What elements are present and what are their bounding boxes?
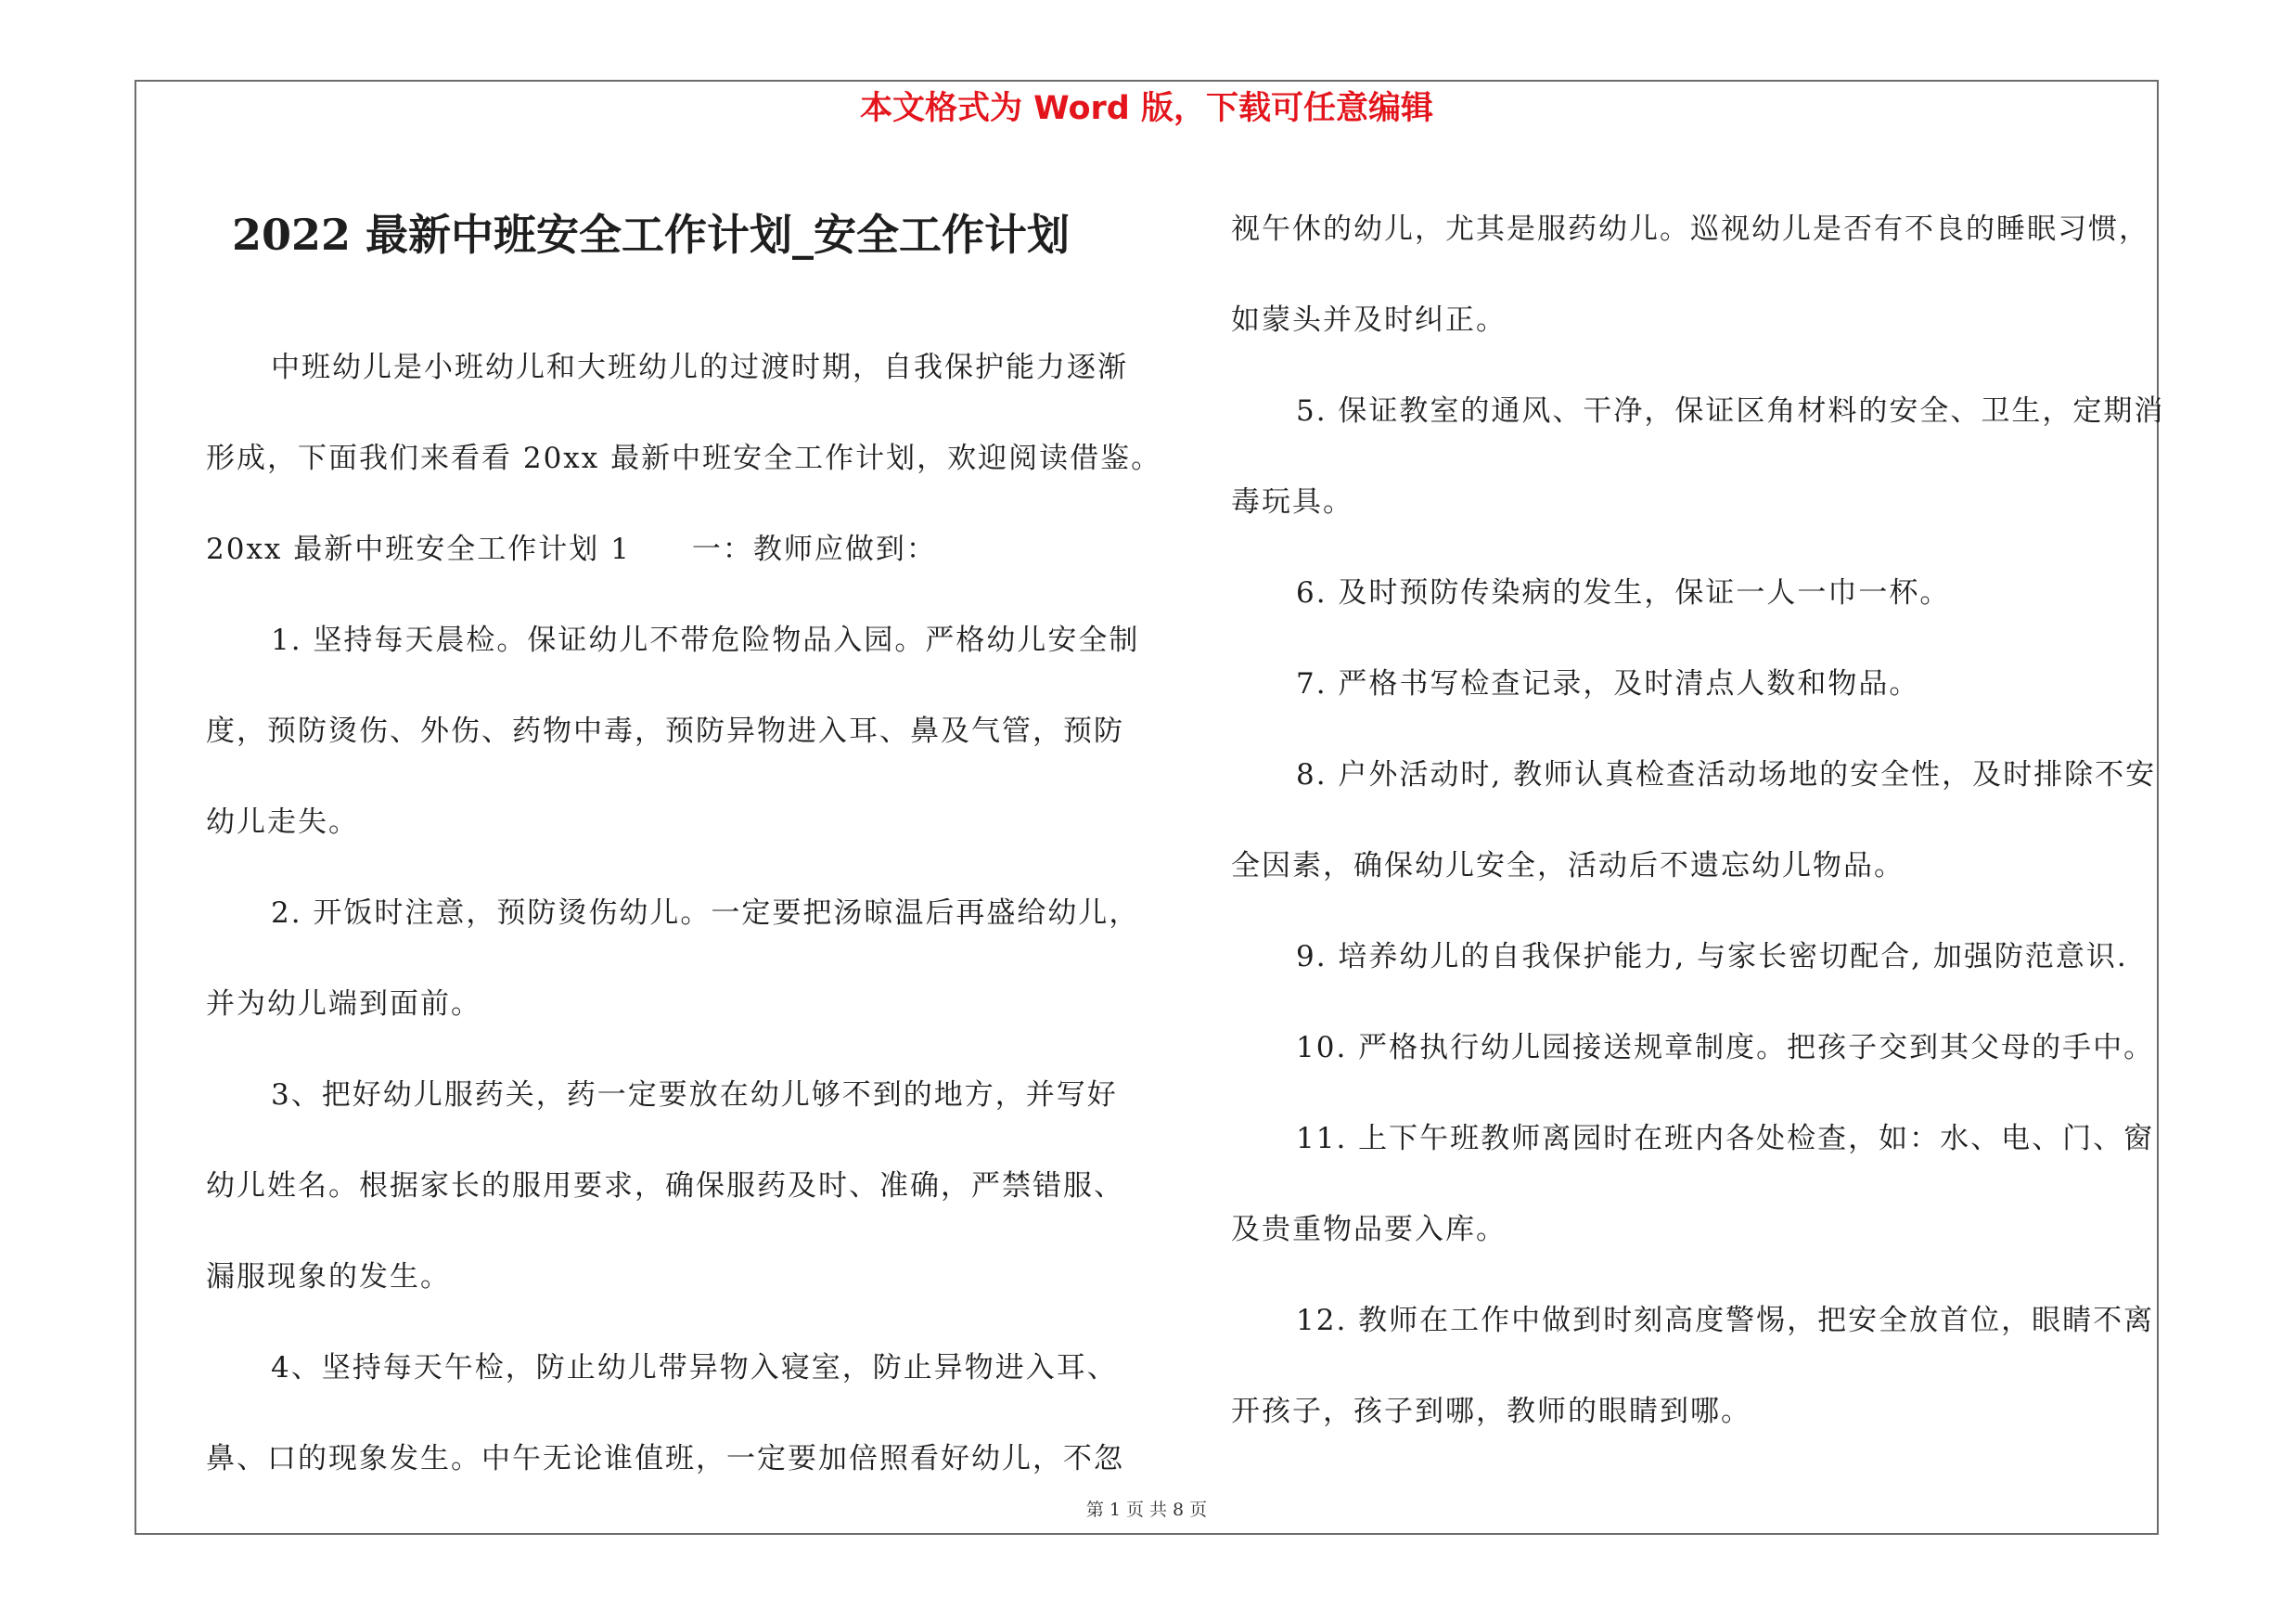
left-line-1: 中班幼儿是小班幼儿和大班幼儿的过渡时期，自我保护能力逐渐 [271,351,1128,384]
left-line-11: 漏服现象的发生。 [206,1260,451,1294]
left-line-13: 鼻、口的现象发生。中午无论谁值班，一定要加倍照看好幼儿，不忽 [206,1442,1124,1475]
right-line-11: 11. 上下午班教师离园时在班内各处检查，如：水、电、门、窗 [1296,1122,2155,1155]
right-line-12: 及贵重物品要入库。 [1231,1213,1507,1246]
right-line-14: 开孩子，孩子到哪，教师的眼睛到哪。 [1231,1395,1751,1428]
right-column [1231,184,2251,1457]
left-line-6: 幼儿走失。 [206,805,359,839]
left-line-4: 1. 坚持每天晨检。保证幼儿不带危险物品入园。严格幼儿安全制 [271,624,1140,657]
left-line-8: 并为幼儿端到面前。 [206,987,481,1021]
document-title: 2022 最新中班安全工作计划_安全工作计划 [232,210,1071,260]
left-column [206,322,1226,1504]
left-line-2: 形成，下面我们来看看 20xx 最新中班安全工作计划，欢迎阅读借鉴。 [206,442,1162,475]
left-line-10: 幼儿姓名。根据家长的服用要求，确保服药及时、准确，严禁错服、 [206,1169,1124,1203]
left-line-12: 4、坚持每天午检，防止幼儿带异物入寝室，防止异物进入耳、 [271,1351,1118,1385]
right-line-5: 6. 及时预防传染病的发生，保证一人一巾一杯。 [1296,576,1951,610]
page-number-footer: 第 1 页 共 8 页 [1085,1500,1208,1520]
word-format-banner: 本文格式为 Word 版，下载可任意编辑 [859,90,1434,127]
right-line-6: 7. 严格书写检查记录，及时清点人数和物品。 [1296,667,1920,701]
right-line-1: 视午休的幼儿，尤其是服药幼儿。巡视幼儿是否有不良的睡眠习惯， [1231,213,2149,246]
right-line-8: 全因素，确保幼儿安全，活动后不遗忘幼儿物品。 [1231,849,1905,882]
left-line-3: 20xx 最新中班安全工作计划 1 一：教师应做到： [206,533,937,566]
right-line-9: 9. 培养幼儿的自我保护能力, 与家长密切配合, 加强防范意识. [1296,940,2128,973]
right-line-3: 5. 保证教室的通风、干净，保证区角材料的安全、卫生，定期消 [1296,394,2165,428]
right-line-4: 毒玩具。 [1231,485,1353,519]
left-line-7: 2. 开饭时注意，预防烫伤幼儿。一定要把汤晾温后再盛给幼儿， [271,896,1140,930]
right-line-13: 12. 教师在工作中做到时刻高度警惕，把安全放首位，眼睛不离 [1296,1304,2155,1337]
right-line-10: 10. 严格执行幼儿园接送规章制度。把孩子交到其父母的手中。 [1296,1031,2155,1064]
left-line-5: 度，预防烫伤、外伤、药物中毒，预防异物进入耳、鼻及气管，预防 [206,715,1124,748]
right-line-2: 如蒙头并及时纠正。 [1231,303,1507,337]
right-line-7: 8. 户外活动时, 教师认真检查活动场地的安全性，及时排除不安 [1296,758,2157,792]
left-line-9: 3、把好幼儿服药关，药一定要放在幼儿够不到的地方，并写好 [271,1078,1118,1112]
